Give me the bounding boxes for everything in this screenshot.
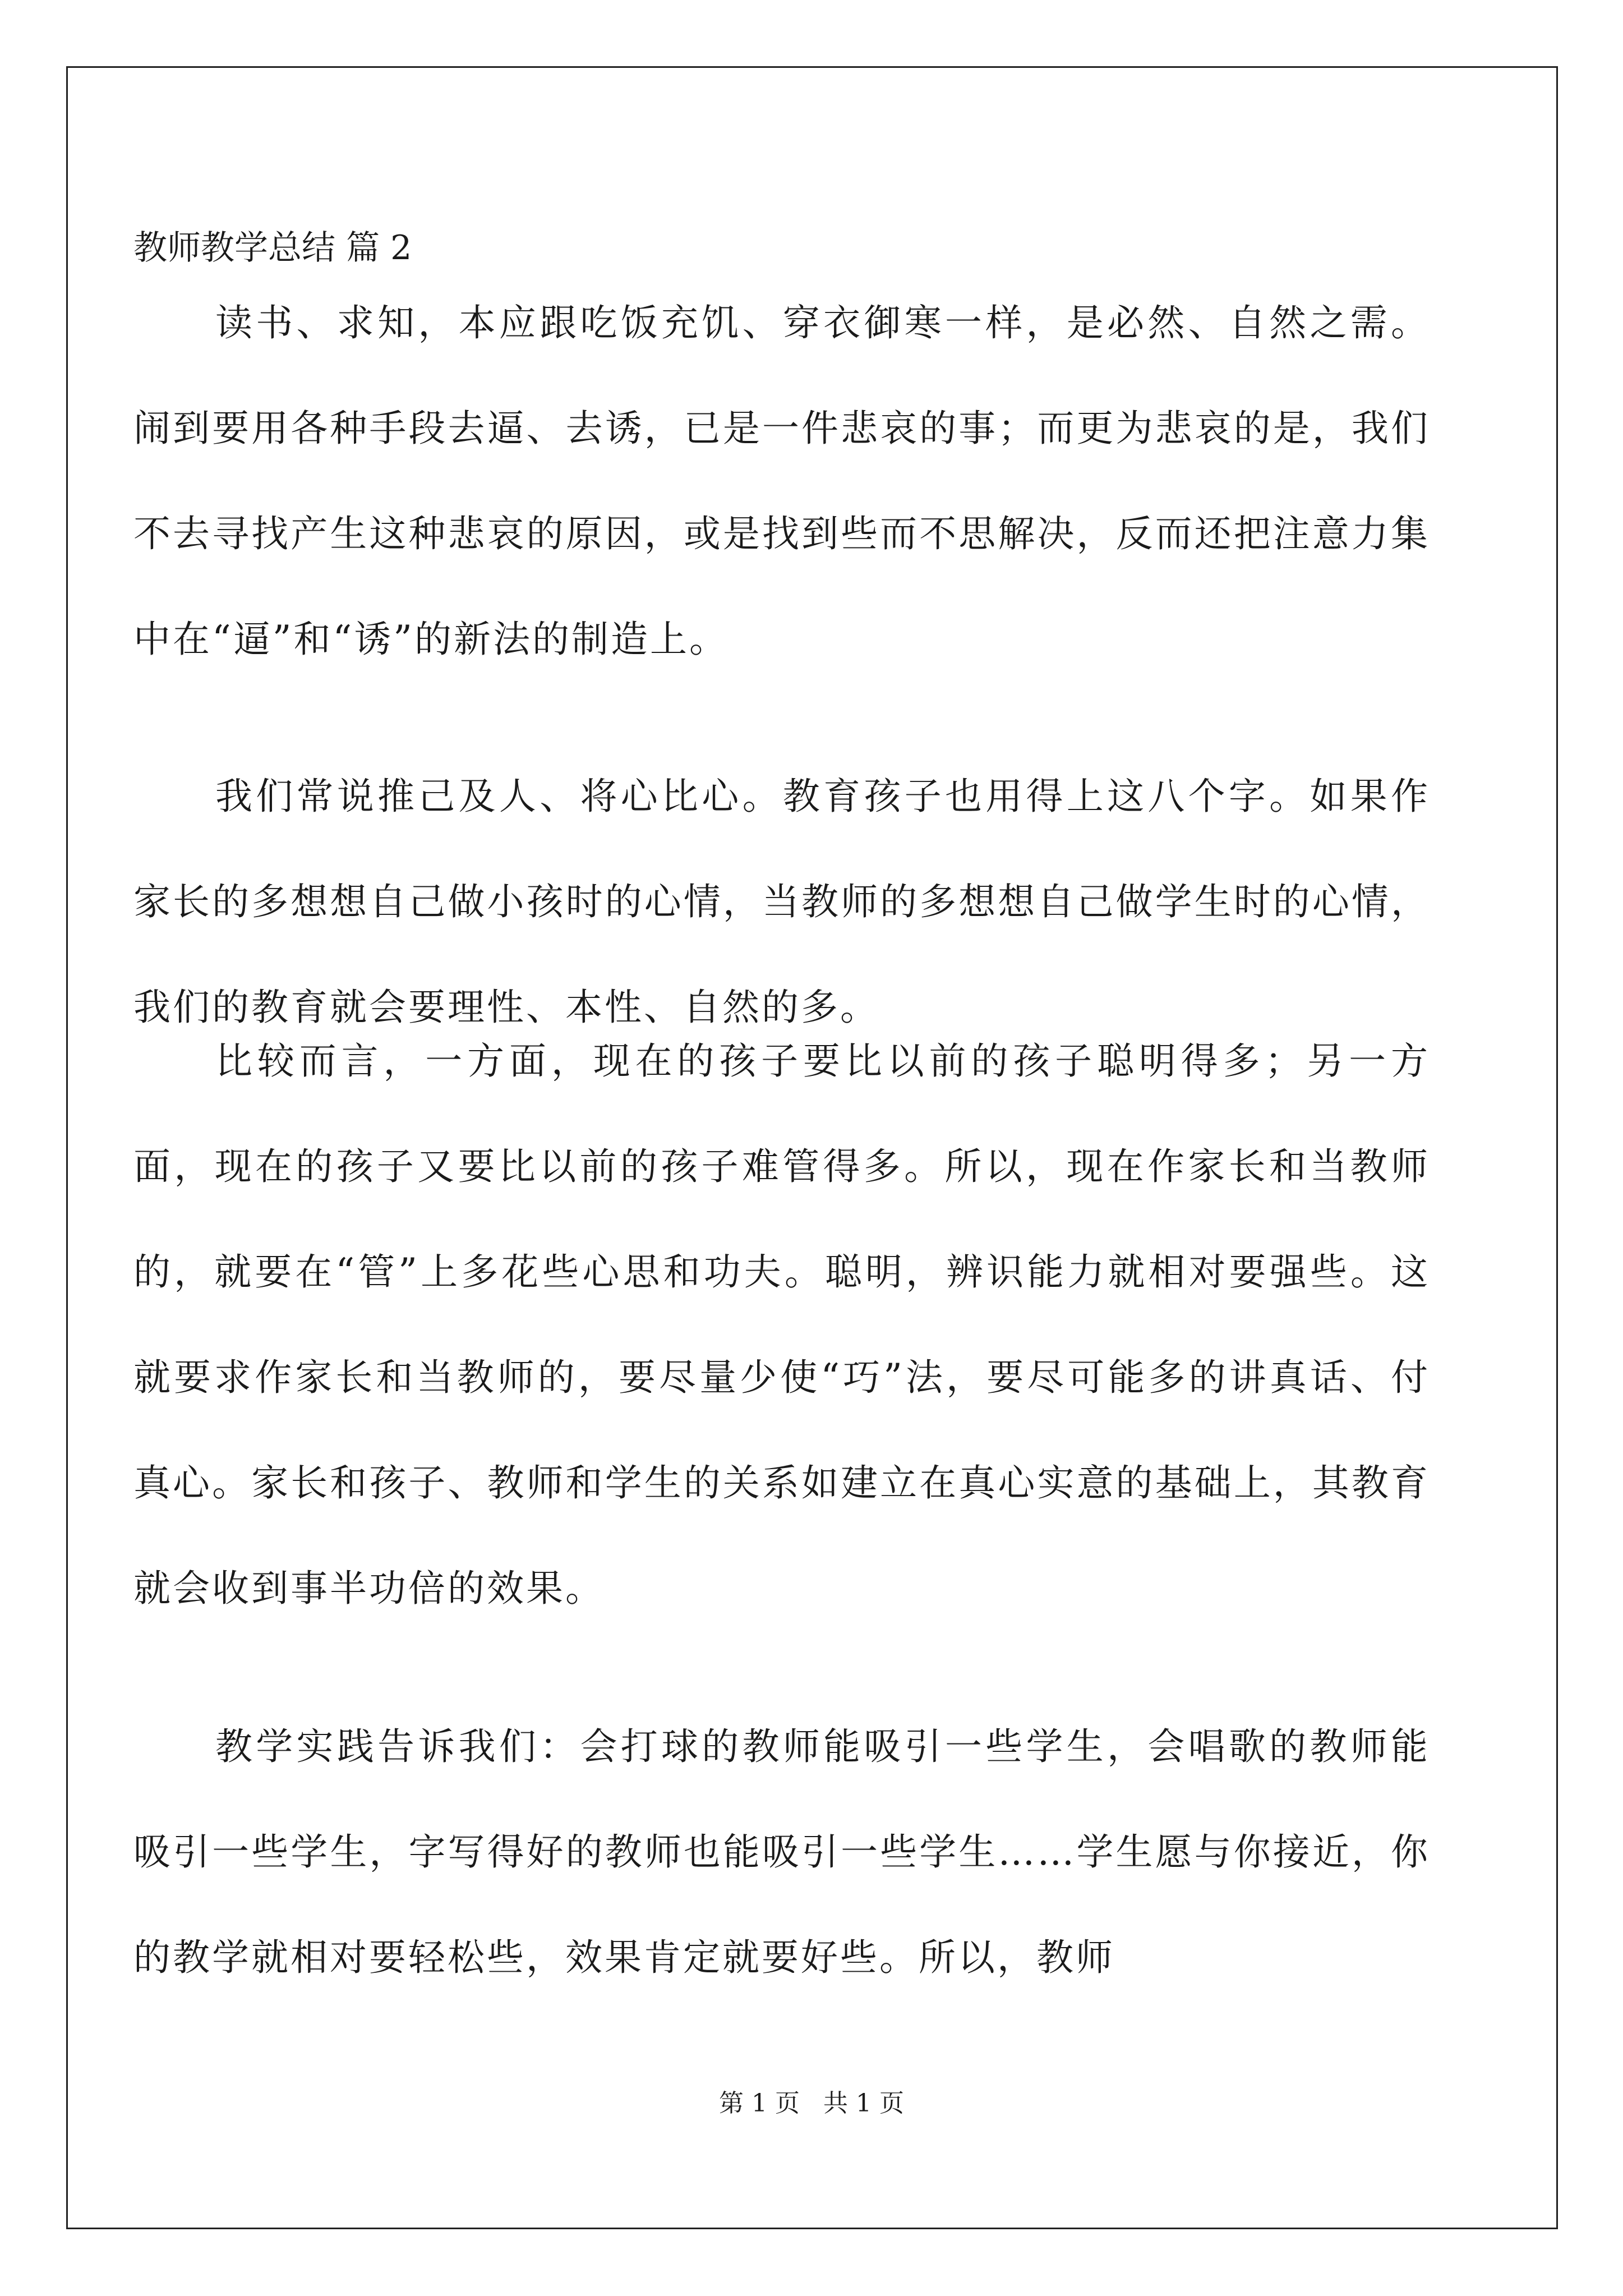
paragraph-4: 教学实践告诉我们：会打球的教师能吸引一些学生，会唱歌的教师能吸引一些学生，字写得好的教师也能吸引一些学生……学生愿与你接近，你的教学就相对要轻松些，效果肯定就要好些。所以，教师 [133,1725,1430,1979]
paragraph-3: 比较而言，一方面，现在的孩子要比以前的孩子聪明得多；另一方面，现在的孩子又要比以前的孩子难管得多。所以，现在作家长和当教师的，就要在“管”上多花些心思和功夫。聪明，辨识能力就相对要强些。这就要求作家长和当教师的，要尽量少使“巧”法，要尽可能多的讲真话、付真心。家长和孩子、教师和学生的关系如建立在真心实意的基础上，其教育就会收到事半功倍的效果。 [133,1039,1430,1610]
page-number-footer: 第 1 页 共 1 页 [719,2089,904,2118]
document-title: 教师教学总结 篇 2 [133,228,412,268]
paragraph-1: 读书、求知，本应跟吃饭充饥、穿衣御寒一样，是必然、自然之需。闹到要用各种手段去逼、去诱，已是一件悲哀的事；而更为悲哀的是，我们不去寻找产生这种悲哀的原因，或是找到些而不思解决，反而还把注意力集中在“逼”和“诱”的新法的制造上。 [133,301,1430,661]
paragraph-2: 我们常说推己及人、将心比心。教育孩子也用得上这八个字。如果作家长的多想想自己做小孩时的心情，当教师的多想想自己做学生时的心情，我们的教育就会要理性、本性、自然的多。 [133,775,1430,1029]
